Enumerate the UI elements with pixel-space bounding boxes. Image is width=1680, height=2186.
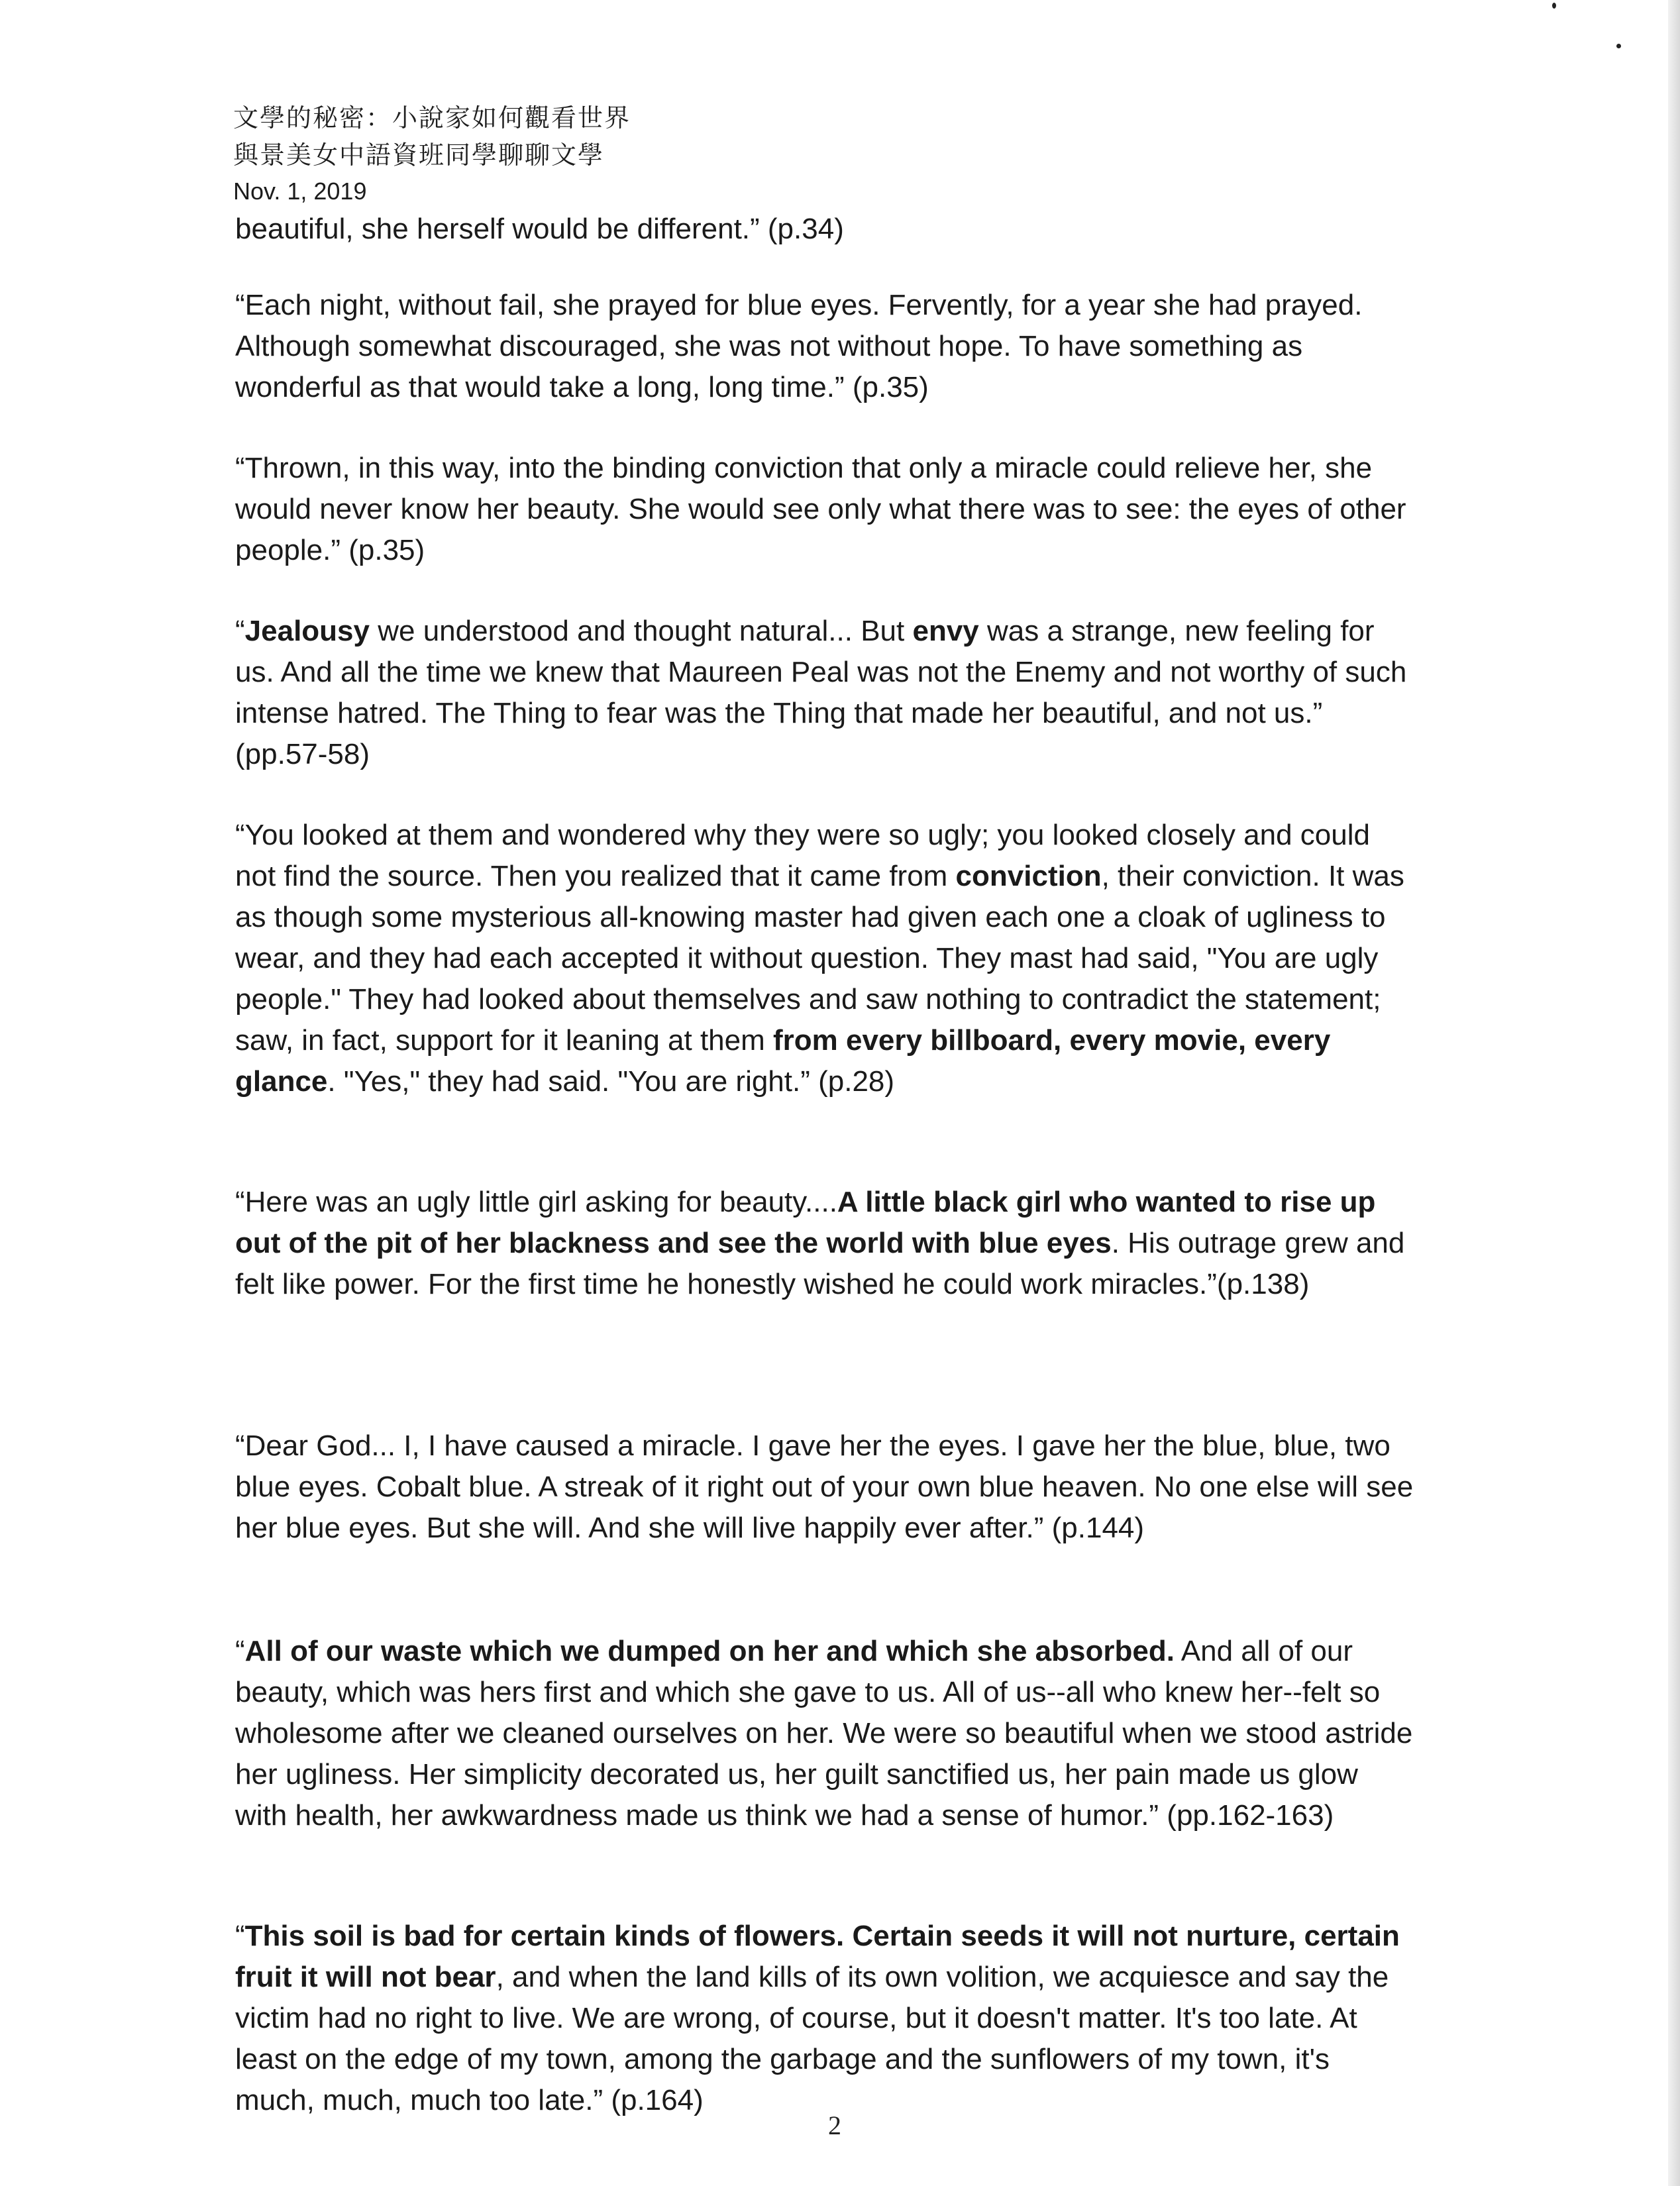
document-header — [233, 99, 1492, 209]
header-title-line-2: 與景美女中語資班同學聊聊文學 — [233, 140, 605, 170]
bold-emphasis: from every billboard, every movie, every glance — [235, 1024, 1331, 1098]
scan-speck — [1616, 44, 1621, 48]
bold-emphasis: A little black girl who wanted to rise up out of the pit of her blackness and see the world with blue eyes — [235, 1186, 1376, 1259]
quote-text: , their conviction. It was as though some mysterious all-knowing master had given each one a cloak of ugliness to wear, and they had each accepted it without question. They mast had said, "You are ugly people." They had looked about themselves and saw nothing to contradict the statement; saw, in fact, support for it leaning at them — [235, 860, 1404, 1057]
quote-paragraph-7 — [235, 1426, 1414, 1549]
quote-paragraph-8 — [235, 1631, 1414, 1836]
bold-emphasis: Jealousy — [244, 615, 370, 647]
quote-paragraph-4 — [235, 611, 1414, 775]
quote-text: “ — [235, 1920, 245, 1952]
quote-text: . "Yes," they had said. "You are right.” (p.28) — [327, 1065, 895, 1098]
quote-text: , and when the land kills of its own volition, we acquiesce and say the victim had no right to live. We are wrong, of course, but it doesn't matter. It's too late. At least on the edge of my town, among the garbage and the sunflowers of my town, it's much, much, much too late.” (p.164) — [235, 1961, 1389, 2116]
bold-emphasis: All of our waste which we dumped on her and which she absorbed. — [244, 1635, 1175, 1667]
quote-paragraph-1 — [235, 209, 1414, 250]
bold-emphasis: This soil is bad for certain kinds of flowers. Certain seeds it will not nurture, certain fruit it will not bear — [235, 1920, 1400, 1993]
quote-text: “Thrown, in this way, into the binding conviction that only a miracle could relieve her, she would never know her beauty. She would see only what there was to see: the eyes of other people.” (p.35) — [235, 452, 1406, 566]
quote-paragraph-9 — [235, 1916, 1414, 2121]
quote-text: . His outrage grew and felt like power. For the first time he honestly wished he could work miracles.”(p.138) — [235, 1227, 1405, 1300]
scan-edge-shadow — [1668, 0, 1680, 2186]
quote-text: “Dear God... I, I have caused a miracle. I gave her the eyes. I gave her the blue, blue, two blue eyes. Cobalt blue. A streak of it right out of your own blue heaven. No one else will see her blue eyes. But she will. And she will live happily ever after.” (p.144) — [235, 1430, 1414, 1544]
quote-text: “ — [235, 615, 245, 647]
header-title-line-1: 文學的秘密：小說家如何觀看世界 — [233, 103, 631, 132]
quote-text: And all of our beauty, which was hers first and which she gave to us. All of us--all who knew her--felt so wholesome after we cleaned ourselves on her. We were so beautiful when we stood astride her ugliness. Her simplicity decorated us, her guilt sanctified us, her pain made us glow with health, her awkwardness made us think we had a sense of humor.” (pp.162-163) — [235, 1635, 1413, 1832]
page-number: 2 — [828, 2110, 841, 2140]
quote-paragraph-6 — [235, 1182, 1414, 1305]
quote-text: was a strange, new feeling for us. And all the time we knew that Maureen Peal was not the Enemy and not worthy of such intense hatred. The Thing to fear was the Thing that made her beautiful, and not us.” (pp.57-58) — [235, 615, 1407, 770]
bold-emphasis: conviction — [955, 860, 1102, 892]
quote-text: “Each night, without fail, she prayed for blue eyes. Fervently, for a year she had prayed. Although somewhat discouraged, she was not without hope. To have something as wonderful as that would take a long, long time.” (p.35) — [235, 289, 1363, 403]
quote-text: beautiful, she herself would be different.” (p.34) — [235, 213, 844, 245]
quote-paragraph-2 — [235, 285, 1414, 408]
quote-text: “Here was an ugly little girl asking for beauty.... — [235, 1186, 837, 1218]
quote-text: “You looked at them and wondered why they were so ugly; you looked closely and could not find the source. Then you realized that it came from — [235, 819, 1370, 892]
bold-emphasis: envy — [912, 615, 979, 647]
header-date: Nov. 1, 2019 — [233, 178, 367, 205]
quote-text: “ — [235, 1635, 245, 1667]
quote-paragraph-3 — [235, 448, 1414, 571]
quote-text: we understood and thought natural... But — [370, 615, 913, 647]
scan-speck — [1552, 3, 1556, 9]
quote-paragraph-5 — [235, 815, 1414, 1102]
